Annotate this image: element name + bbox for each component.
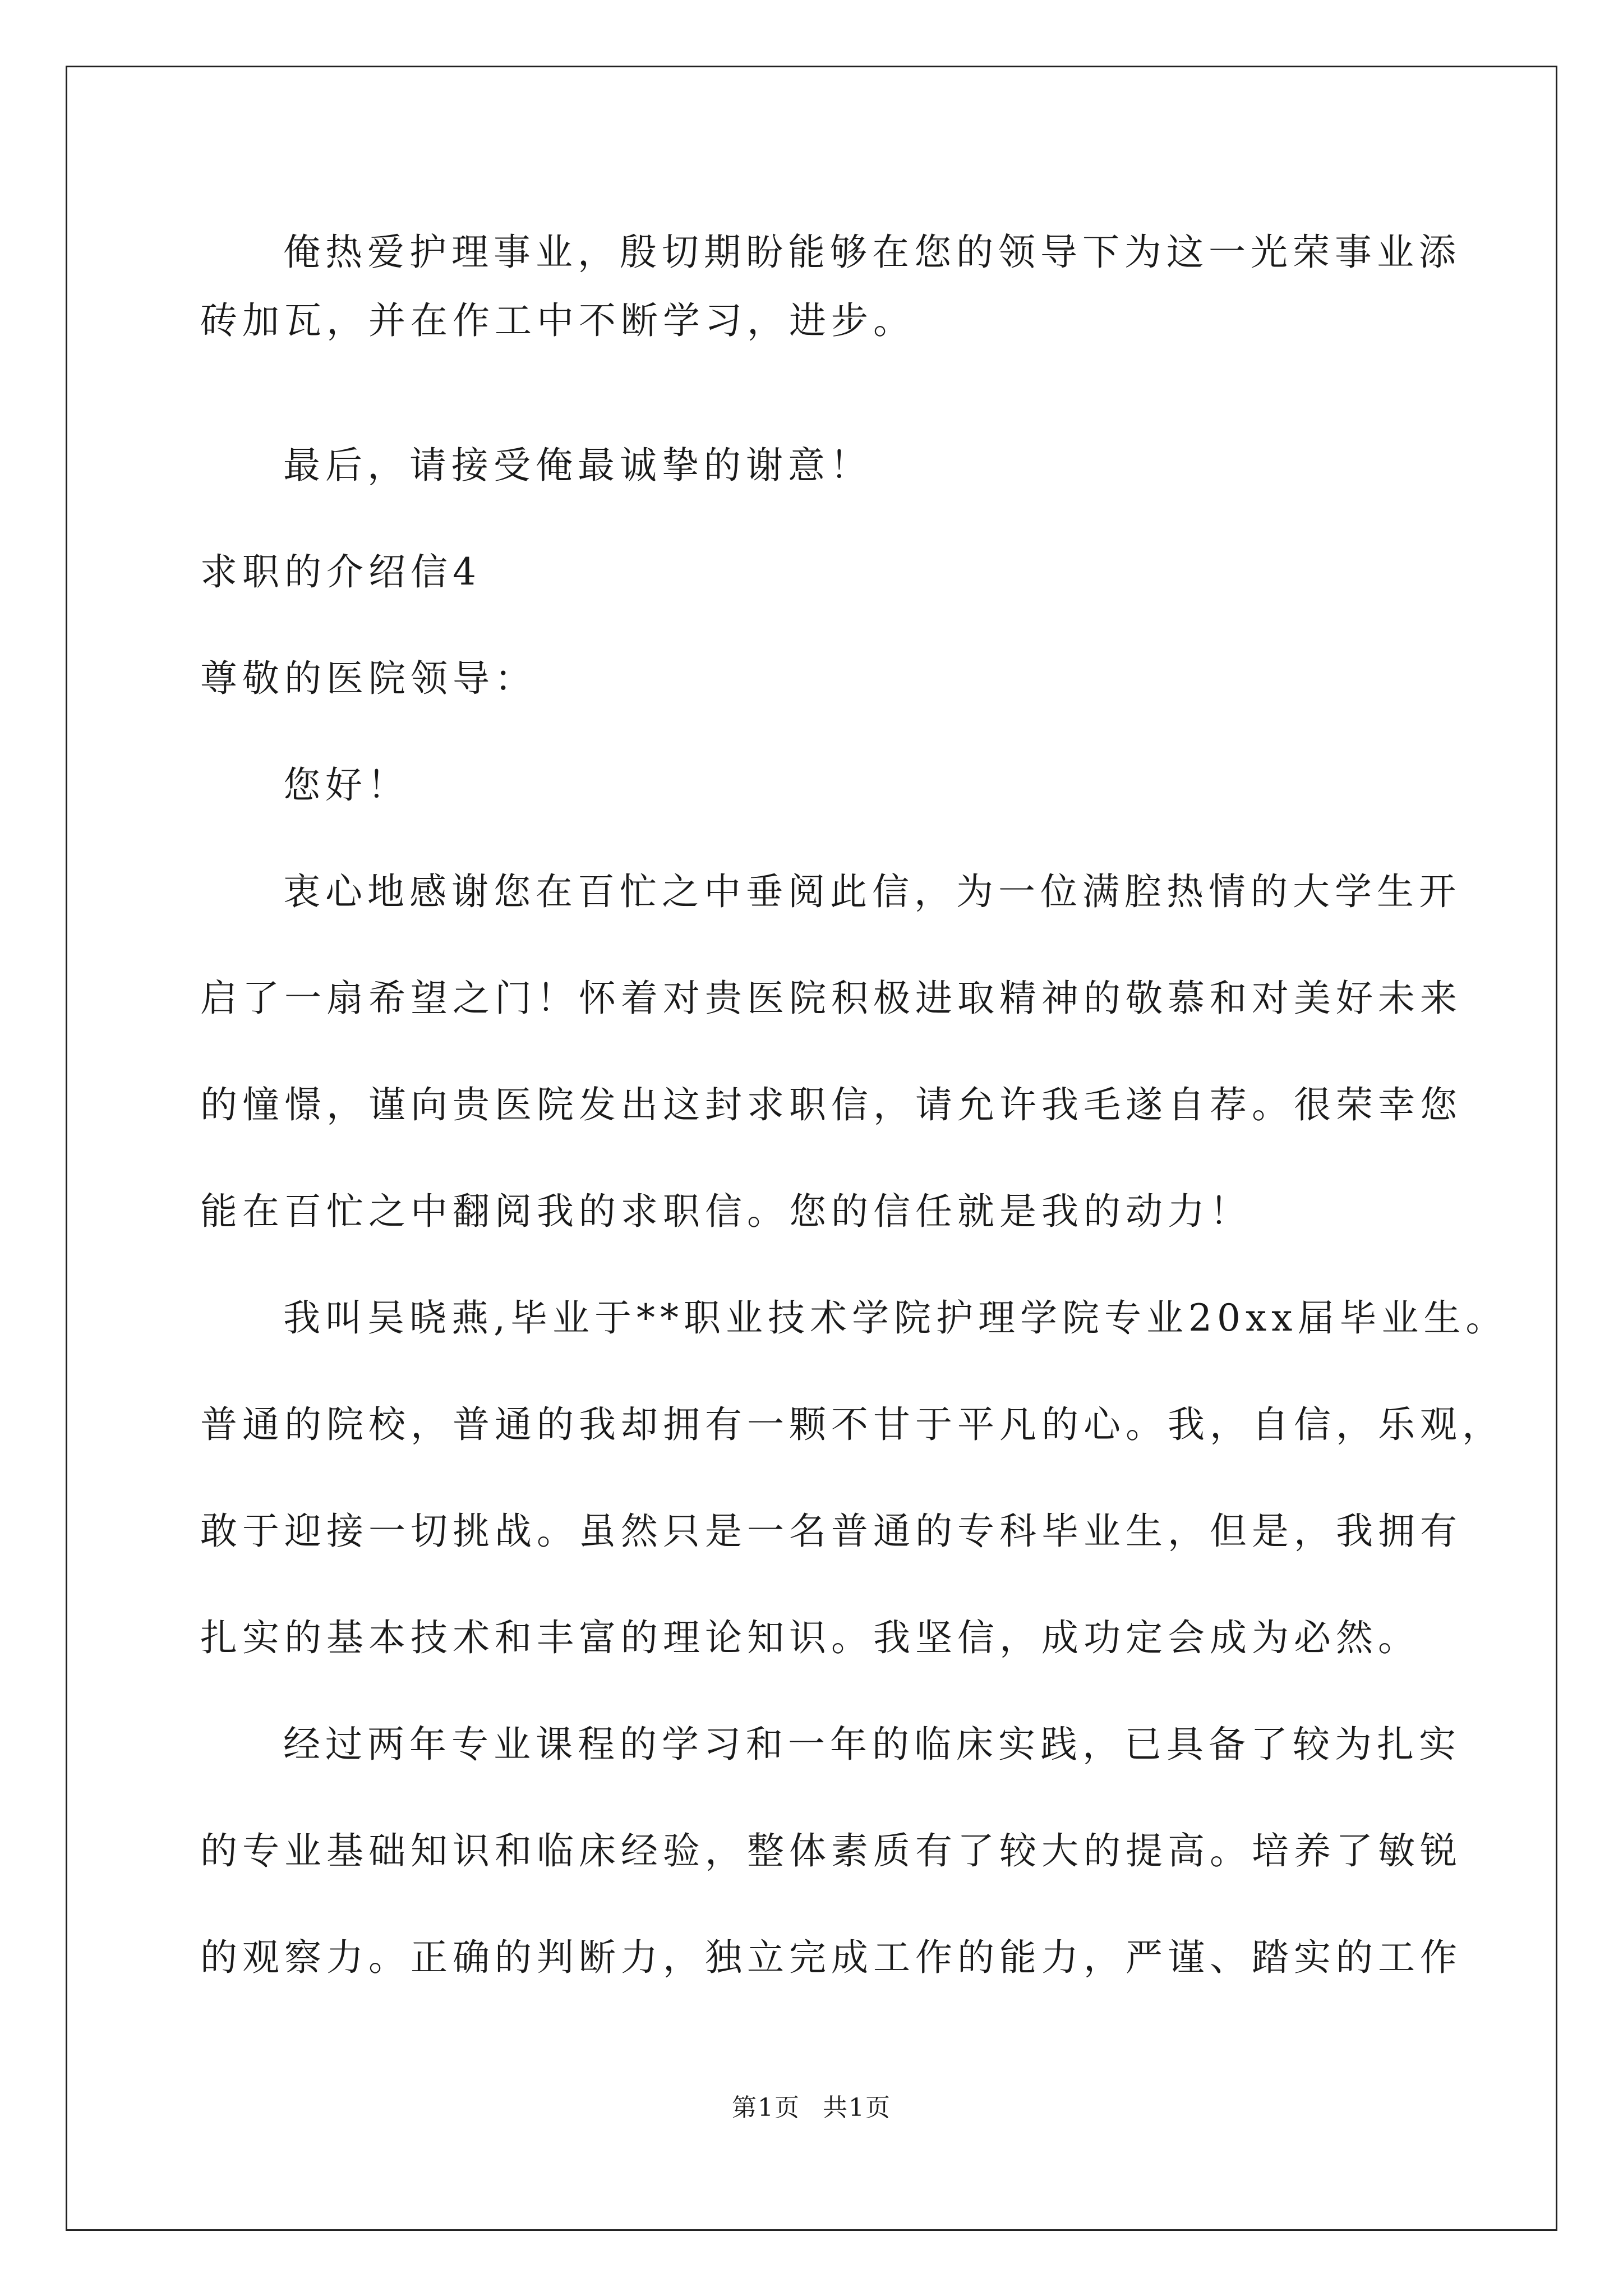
greeting: 您好！ [283,763,409,807]
paragraph-line: 的专业基础知识和临床经验，整体素质有了较大的提高。培养了敏锐 [200,1829,1462,1872]
section-title: 求职的介绍信4 [200,550,481,593]
paragraph-line: 俺热爱护理事业，殷切期盼能够在您的领导下为这一光荣事业添 [283,231,1461,274]
paragraph-line: 能在百忙之中翻阅我的求职信。您的信任就是我的动力！ [200,1190,1252,1233]
page-footer [0,2091,1623,2125]
paragraph-line: 敢于迎接一切挑战。虽然只是一名普通的专科毕业生，但是，我拥有 [200,1510,1462,1553]
salutation: 尊敬的医院领导： [200,657,537,700]
paragraph-line: 我叫吴晓燕,毕业于**职业技术学院护理学院专业20xx届毕业生。 [283,1296,1508,1340]
page-total: 共1页 [823,2093,891,2122]
paragraph-line: 的憧憬，谨向贵医院发出这封求职信，请允许我毛遂自荐。很荣幸您 [200,1083,1462,1126]
paragraph-line: 经过两年专业课程的学习和一年的临床实践，已具备了较为扎实 [283,1723,1461,1766]
page-number: 第1页 [732,2093,800,2122]
paragraph-line: 衷心地感谢您在百忙之中垂阅此信，为一位满腔热情的大学生开 [283,870,1461,913]
paragraph-line: 砖加瓦，并在作工中不断学习，进步。 [200,299,915,342]
paragraph-line: 启了一扇希望之门！怀着对贵医院积极进取精神的敬慕和对美好未来 [200,977,1462,1020]
page-frame [66,66,1557,2231]
paragraph-line: 的观察力。正确的判断力，独立完成工作的能力，严谨、踏实的工作 [200,1936,1462,1979]
paragraph-line: 最后，请接受俺最诚挚的谢意！ [283,444,872,487]
paragraph-line: 普通的院校，普通的我却拥有一颗不甘于平凡的心。我，自信，乐观， [200,1403,1504,1446]
paragraph-line: 扎实的基本技术和丰富的理论知识。我坚信，成功定会成为必然。 [200,1616,1420,1659]
